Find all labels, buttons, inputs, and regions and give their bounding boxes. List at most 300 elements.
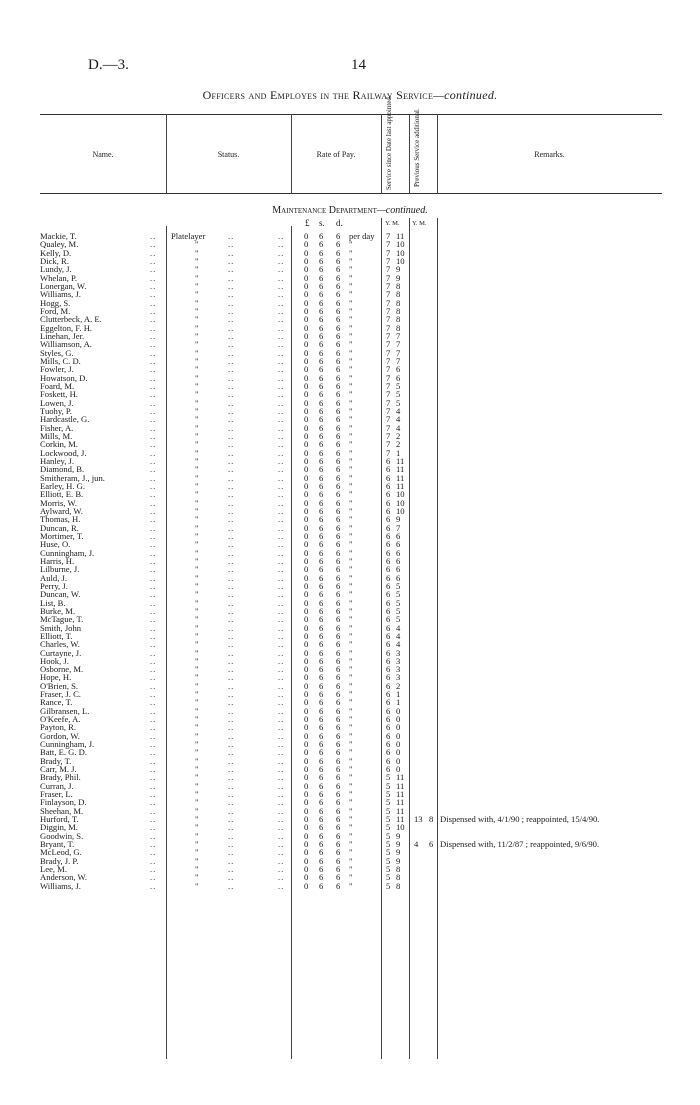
rate-per: "	[349, 339, 353, 350]
rate-pence: 6	[336, 747, 341, 758]
status-leader-dots: ..	[228, 455, 235, 466]
status-leader-dots: ..	[228, 747, 235, 758]
service-years: 7	[386, 447, 391, 458]
table-row	[0, 540, 700, 548]
status-leader-dots: ..	[228, 680, 235, 691]
rate-shillings: 6	[319, 722, 324, 733]
rate-pounds: 0	[304, 714, 309, 725]
status-leader-dots: ..	[228, 814, 235, 825]
rate-leader-dots: ..	[278, 622, 285, 633]
rate-pence: 6	[336, 455, 341, 466]
employee-name: List, B.	[40, 597, 66, 608]
rate-pounds: 0	[304, 364, 309, 375]
status-leader-dots: ..	[228, 839, 235, 850]
rate-pence: 6	[336, 422, 341, 433]
rate-shillings: 6	[319, 522, 324, 533]
rate-pounds: 0	[304, 239, 309, 250]
service-months: 4	[396, 639, 401, 650]
service-months: 11	[396, 472, 405, 483]
service-months: 6	[396, 572, 401, 583]
service-months: 1	[396, 697, 401, 708]
rate-pounds: 0	[304, 822, 309, 833]
rate-pence: 6	[336, 480, 341, 491]
status-leader-dots: ..	[228, 789, 235, 800]
employee-name: Qualey, M.	[40, 239, 79, 250]
service-months: 11	[396, 772, 405, 783]
service-months: 11	[396, 464, 405, 475]
employee-name: Williams, J.	[40, 880, 81, 891]
rate-shillings: 6	[319, 689, 324, 700]
rate-shillings: 6	[319, 464, 324, 475]
rate-pence: 6	[336, 664, 341, 675]
employee-name: Diamond, B.	[40, 464, 85, 475]
service-months: 8	[396, 322, 401, 333]
rate-leader-dots: ..	[278, 272, 285, 283]
service-years: 6	[386, 680, 391, 691]
name-leader-dots: ..	[150, 780, 157, 791]
rate-shillings: 6	[319, 305, 324, 316]
service-months: 8	[396, 297, 401, 308]
status-ditto: "	[195, 880, 199, 891]
rate-per: "	[349, 814, 353, 825]
department-continued: —continued.	[376, 205, 428, 216]
column-header-name: Name.	[92, 150, 114, 159]
rate-pounds: 0	[304, 547, 309, 558]
employee-name: Tuohy, P.	[40, 405, 72, 416]
rate-per: "	[349, 264, 353, 275]
service-months: 9	[396, 855, 401, 866]
status-ditto: "	[195, 589, 199, 600]
service-years: 7	[386, 364, 391, 375]
rate-pence: 6	[336, 472, 341, 483]
service-months: 10	[396, 822, 405, 833]
status-ditto: "	[195, 355, 199, 366]
employee-name: Rance, T.	[40, 697, 73, 708]
rate-shillings: 6	[319, 255, 324, 266]
rate-leader-dots: ..	[278, 305, 285, 316]
rate-per: "	[349, 789, 353, 800]
employee-name: Hope, H.	[40, 672, 72, 683]
rate-per: "	[349, 572, 353, 583]
rate-shillings: 6	[319, 839, 324, 850]
service-years: 6	[386, 455, 391, 466]
rate-leader-dots: ..	[278, 339, 285, 350]
rate-shillings: 6	[319, 822, 324, 833]
name-leader-dots: ..	[150, 380, 157, 391]
service-months: 10	[396, 497, 405, 508]
rate-shillings: 6	[319, 880, 324, 891]
rate-shillings: 6	[319, 697, 324, 708]
service-months: 9	[396, 830, 401, 841]
status-ditto: "	[195, 480, 199, 491]
rate-shillings: 6	[319, 764, 324, 775]
status-leader-dots: ..	[228, 489, 235, 500]
service-years: 7	[386, 380, 391, 391]
rate-per: "	[349, 714, 353, 725]
employee-name: Elliott, T.	[40, 630, 73, 641]
status-leader-dots: ..	[228, 255, 235, 266]
status-leader-dots: ..	[228, 605, 235, 616]
employee-name: Foard, M.	[40, 380, 75, 391]
rate-pounds: 0	[304, 530, 309, 541]
rate-pounds: 0	[304, 789, 309, 800]
rate-pounds: 0	[304, 414, 309, 425]
employee-name: Smith, John	[40, 622, 82, 633]
name-leader-dots: ..	[150, 247, 157, 258]
rate-pounds: 0	[304, 539, 309, 550]
rate-per: "	[349, 355, 353, 366]
status-ditto: "	[195, 680, 199, 691]
service-months: 9	[396, 264, 401, 275]
service-months: 4	[396, 422, 401, 433]
service-years: 7	[386, 272, 391, 283]
service-years: 6	[386, 697, 391, 708]
rate-per: "	[349, 647, 353, 658]
column-header-service-since: Service since Date last appointed.	[385, 95, 393, 190]
name-leader-dots: ..	[150, 747, 157, 758]
rate-per: "	[349, 414, 353, 425]
name-leader-dots: ..	[150, 497, 157, 508]
status-leader-dots: ..	[228, 847, 235, 858]
employee-name: Cunningham, J.	[40, 739, 95, 750]
service-months: 7	[396, 347, 401, 358]
rate-pence: 6	[336, 231, 341, 241]
status-leader-dots: ..	[228, 364, 235, 375]
rate-leader-dots: ..	[278, 672, 285, 683]
rate-pounds: 0	[304, 430, 309, 441]
name-leader-dots: ..	[150, 714, 157, 725]
name-leader-dots: ..	[150, 439, 157, 450]
service-years: 5	[386, 780, 391, 791]
service-months: 5	[396, 589, 401, 600]
table-row	[0, 615, 700, 623]
rate-per: "	[349, 622, 353, 633]
employee-name: Dick, R.	[40, 255, 69, 266]
employee-name: Williams, J.	[40, 289, 81, 300]
name-leader-dots: ..	[150, 522, 157, 533]
employee-name: Lowen, J.	[40, 397, 74, 408]
rate-per: "	[349, 347, 353, 358]
status-leader-dots: ..	[228, 730, 235, 741]
rate-pence: 6	[336, 372, 341, 383]
department-name: Maintenance Department	[272, 205, 377, 216]
status-ditto: "	[195, 397, 199, 408]
employee-name: Aylward, W.	[40, 505, 83, 516]
service-years: 7	[386, 339, 391, 350]
status-leader-dots: ..	[228, 505, 235, 516]
rate-pence: 6	[336, 872, 341, 883]
service-months: 1	[396, 689, 401, 700]
rate-leader-dots: ..	[278, 847, 285, 858]
page-title-continued: —continued.	[433, 88, 498, 102]
rate-shillings: 6	[319, 414, 324, 425]
service-years: 5	[386, 814, 391, 825]
rate-pence: 6	[336, 247, 341, 258]
rate-shillings: 6	[319, 847, 324, 858]
status-leader-dots: ..	[228, 439, 235, 450]
service-months: 2	[396, 680, 401, 691]
rate-pence: 6	[336, 297, 341, 308]
rate-shillings: 6	[319, 405, 324, 416]
rate-per: "	[349, 872, 353, 883]
rate-pounds: 0	[304, 664, 309, 675]
employee-name: Fisher, A.	[40, 422, 74, 433]
rate-shillings: 6	[319, 530, 324, 541]
rate-pounds: 0	[304, 455, 309, 466]
rate-shillings: 6	[319, 647, 324, 658]
rate-pence: 6	[336, 555, 341, 566]
service-months: 6	[396, 547, 401, 558]
rate-leader-dots: ..	[278, 422, 285, 433]
status-ditto: "	[195, 364, 199, 375]
employee-name: Corkin, M.	[40, 439, 78, 450]
status-leader-dots: ..	[228, 231, 235, 241]
employee-name: McLeod, G.	[40, 847, 82, 858]
status-leader-dots: ..	[228, 580, 235, 591]
employee-name: Duncan, W.	[40, 589, 81, 600]
rate-pence: 6	[336, 405, 341, 416]
rate-leader-dots: ..	[278, 872, 285, 883]
status-leader-dots: ..	[228, 830, 235, 841]
rate-per: "	[349, 330, 353, 341]
rate-per: "	[349, 755, 353, 766]
department-heading	[200, 205, 500, 216]
status-leader-dots: ..	[228, 597, 235, 608]
rate-per: "	[349, 314, 353, 325]
rate-leader-dots: ..	[278, 597, 285, 608]
service-months: 3	[396, 655, 401, 666]
status-ditto: "	[195, 797, 199, 808]
name-leader-dots: ..	[150, 730, 157, 741]
rate-leader-dots: ..	[278, 747, 285, 758]
service-years: 6	[386, 639, 391, 650]
rate-pence: 6	[336, 339, 341, 350]
name-leader-dots: ..	[150, 305, 157, 316]
status-leader-dots: ..	[228, 239, 235, 250]
service-years: 5	[386, 872, 391, 883]
service-months: 9	[396, 839, 401, 850]
rate-shillings: 6	[319, 339, 324, 350]
rate-pounds: 0	[304, 697, 309, 708]
rate-per: "	[349, 722, 353, 733]
rate-shillings: 6	[319, 497, 324, 508]
status-ditto: "	[195, 864, 199, 875]
employee-name: Sheehan, M.	[40, 805, 84, 816]
rate-shillings: 6	[319, 422, 324, 433]
service-months: 2	[396, 430, 401, 441]
rate-leader-dots: ..	[278, 580, 285, 591]
service-years: 7	[386, 305, 391, 316]
service-months: 3	[396, 664, 401, 675]
rate-per: "	[349, 322, 353, 333]
employee-name: Charles, W.	[40, 639, 80, 650]
employee-name: O'Brien, S.	[40, 680, 79, 691]
rate-pounds: 0	[304, 589, 309, 600]
service-months: 8	[396, 872, 401, 883]
rate-pence: 6	[336, 497, 341, 508]
rate-pounds: 0	[304, 555, 309, 566]
rate-leader-dots: ..	[278, 289, 285, 300]
service-years: 6	[386, 514, 391, 525]
status-ditto: "	[195, 255, 199, 266]
status-leader-dots: ..	[228, 647, 235, 658]
rate-pounds: 0	[304, 472, 309, 483]
rate-pounds: 0	[304, 380, 309, 391]
rate-shillings: 6	[319, 272, 324, 283]
status-ditto: "	[195, 639, 199, 650]
status-ditto: "	[195, 655, 199, 666]
rate-leader-dots: ..	[278, 539, 285, 550]
rate-per: per day	[349, 231, 375, 241]
name-leader-dots: ..	[150, 464, 157, 475]
service-months: 0	[396, 764, 401, 775]
status-leader-dots: ..	[228, 797, 235, 808]
service-months: 8	[396, 289, 401, 300]
rate-leader-dots: ..	[278, 839, 285, 850]
service-months: 5	[396, 389, 401, 400]
name-leader-dots: ..	[150, 597, 157, 608]
rate-per: "	[349, 797, 353, 808]
status-ditto: "	[195, 430, 199, 441]
rate-shillings: 6	[319, 655, 324, 666]
employee-name: Hook, J.	[40, 655, 69, 666]
rate-pence: 6	[336, 572, 341, 583]
employee-name: Finlayson, D.	[40, 797, 87, 808]
service-months: 8	[396, 314, 401, 325]
status-leader-dots: ..	[228, 739, 235, 750]
service-years: 5	[386, 880, 391, 891]
employee-name: Duncan, R.	[40, 522, 79, 533]
rate-per: "	[349, 372, 353, 383]
employee-name: Brady, T.	[40, 755, 72, 766]
rate-leader-dots: ..	[278, 880, 285, 891]
name-leader-dots: ..	[150, 455, 157, 466]
rate-shillings: 6	[319, 472, 324, 483]
rate-leader-dots: ..	[278, 739, 285, 750]
status-ditto: "	[195, 264, 199, 275]
rate-per: "	[349, 397, 353, 408]
rate-shillings: 6	[319, 280, 324, 291]
rate-shillings: 6	[319, 372, 324, 383]
rate-pounds: 0	[304, 264, 309, 275]
rate-pounds: 0	[304, 297, 309, 308]
name-leader-dots: ..	[150, 822, 157, 833]
name-leader-dots: ..	[150, 397, 157, 408]
status-leader-dots: ..	[228, 297, 235, 308]
rate-pounds: 0	[304, 672, 309, 683]
name-leader-dots: ..	[150, 414, 157, 425]
rate-pence: 6	[336, 647, 341, 658]
status-ditto: "	[195, 522, 199, 533]
name-leader-dots: ..	[150, 830, 157, 841]
service-months: 11	[396, 780, 405, 791]
rate-shillings: 6	[319, 480, 324, 491]
status-ditto: "	[195, 572, 199, 583]
rate-per: "	[349, 522, 353, 533]
rate-pence: 6	[336, 630, 341, 641]
service-years: 6	[386, 605, 391, 616]
employee-name: Mills, M.	[40, 430, 73, 441]
rate-shillings: 6	[319, 797, 324, 808]
column-header-status: Status.	[217, 150, 240, 159]
status-ditto: "	[195, 780, 199, 791]
status-ditto: "	[195, 314, 199, 325]
service-years: 7	[386, 255, 391, 266]
rate-pence: 6	[336, 264, 341, 275]
status-ditto: "	[195, 847, 199, 858]
status-leader-dots: ..	[228, 630, 235, 641]
status-leader-dots: ..	[228, 872, 235, 883]
service-years: 6	[386, 747, 391, 758]
status-ditto: "	[195, 839, 199, 850]
rate-leader-dots: ..	[278, 455, 285, 466]
rate-shillings: 6	[319, 447, 324, 458]
rate-pence: 6	[336, 564, 341, 575]
name-leader-dots: ..	[150, 847, 157, 858]
name-leader-dots: ..	[150, 297, 157, 308]
rate-per: "	[349, 555, 353, 566]
rate-shillings: 6	[319, 680, 324, 691]
employee-name: Mills, C. D.	[40, 355, 81, 366]
rate-shillings: 6	[319, 747, 324, 758]
rate-per: "	[349, 630, 353, 641]
name-leader-dots: ..	[150, 864, 157, 875]
rate-per: "	[349, 772, 353, 783]
employee-name: Cunningham, J.	[40, 547, 95, 558]
service-years: 5	[386, 789, 391, 800]
status-leader-dots: ..	[228, 822, 235, 833]
service-months: 4	[396, 405, 401, 416]
employee-name: Carr, M. J.	[40, 764, 77, 775]
service-years: 6	[386, 464, 391, 475]
table-row	[0, 565, 700, 573]
service-months: 3	[396, 672, 401, 683]
service-years: 5	[386, 797, 391, 808]
status-leader-dots: ..	[228, 272, 235, 283]
rate-per: "	[349, 739, 353, 750]
rate-pence: 6	[336, 530, 341, 541]
rate-leader-dots: ..	[278, 855, 285, 866]
rate-per: "	[349, 297, 353, 308]
status-ditto: "	[195, 297, 199, 308]
rate-leader-dots: ..	[278, 697, 285, 708]
rate-per: "	[349, 839, 353, 850]
service-years: 7	[386, 280, 391, 291]
rate-shillings: 6	[319, 289, 324, 300]
name-leader-dots: ..	[150, 814, 157, 825]
rate-per: "	[349, 422, 353, 433]
rate-shillings: 6	[319, 439, 324, 450]
employee-name: Auld, J.	[40, 572, 67, 583]
employee-name: Whelan, P.	[40, 272, 77, 283]
name-leader-dots: ..	[150, 680, 157, 691]
rate-leader-dots: ..	[278, 822, 285, 833]
rate-pounds: 0	[304, 372, 309, 383]
status-leader-dots: ..	[228, 355, 235, 366]
rate-shillings: 6	[319, 380, 324, 391]
column-divider	[381, 114, 382, 194]
employee-name: Gordon, W.	[40, 730, 80, 741]
rate-pence: 6	[336, 430, 341, 441]
rate-per: "	[349, 280, 353, 291]
status-leader-dots: ..	[228, 589, 235, 600]
service-months: 0	[396, 730, 401, 741]
rate-shillings: 6	[319, 864, 324, 875]
rate-shillings: 6	[319, 564, 324, 575]
service-months: 5	[396, 605, 401, 616]
service-months: 10	[396, 239, 405, 250]
rate-shillings: 6	[319, 780, 324, 791]
